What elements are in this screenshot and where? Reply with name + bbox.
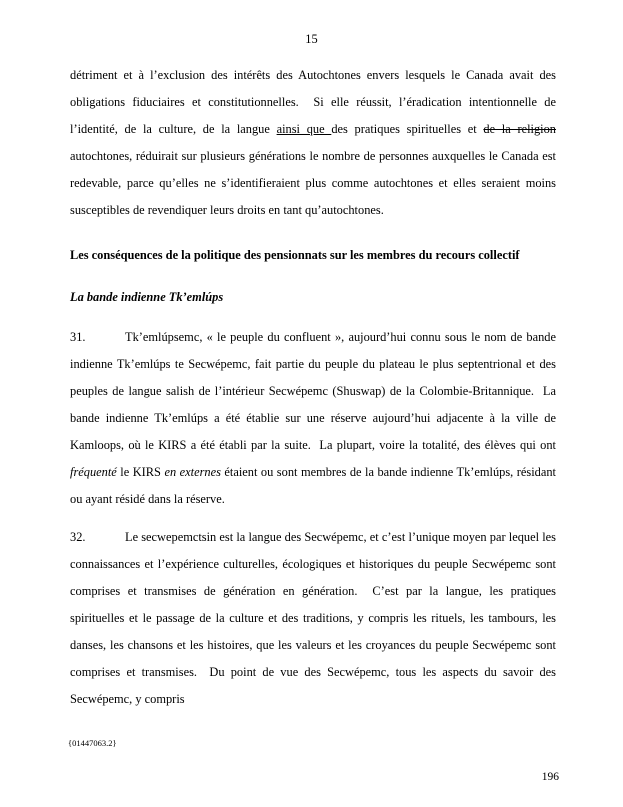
text-segment: en externes — [164, 465, 221, 479]
text-segment: détriment et à l’exclusion des intérêts des Autochtones envers lesquels le Canada avait des obligations fiduciaires et constitutionnelles. Si elle réussit, l’éradication intentionnelle de l’identité, de la culture, de la langue — [70, 68, 556, 136]
text-segment: Tk’emlúpsemc, « le peuple du confluent », aujourd’hui connu sous le nom de bande indienne Tk’emlúps te Secwépemc, fait partie du peuple du plateau le plus septentrional et des peuples de langue salish de l’intérieur Secwépemc (Shuswap) de la Colombie-Britannique. La bande indienne Tk’emlúps a été établie sur une réserve aujourd’hui adjacente à la ville de Kamloops, où le KIRS a été établi par la suite. La plupart, voire la totalité, des élèves qui ont — [70, 330, 556, 452]
text-segment: fréquenté — [70, 465, 117, 479]
text-segment: le KIRS — [116, 465, 165, 479]
section-heading: Les conséquences de la politique des pensionnats sur les membres du recours collectif — [70, 248, 520, 262]
paragraph-32-number: 32. — [70, 530, 86, 544]
inserted-text: ainsi que — [276, 122, 332, 136]
paragraph-31-number: 31. — [70, 330, 86, 344]
text-segment: des pratiques spirituelles et — [331, 122, 484, 136]
subsection-heading: La bande indienne Tk’emlúps — [70, 290, 224, 304]
footer-page-number: 196 — [541, 771, 559, 783]
deleted-text: de la religion — [483, 122, 557, 136]
text-segment: étaient ou sont membres de la bande indienne Tk’emlúps, résidant ou ayant résidé dans la réserve. — [70, 465, 556, 506]
footer-document-number: {01447063.2} — [68, 738, 117, 748]
continuation-paragraph — [70, 62, 556, 224]
paragraph-32-text — [70, 530, 556, 706]
paragraph-32 — [70, 524, 556, 713]
paragraph-31-text — [70, 330, 556, 506]
text-segment: autochtones, réduirait sur plusieurs générations le nombre de personnes auxquelles le Canada est redevable, parce qu’elles ne s’identifieraient plus comme autochtones et elles seraient moins susceptibles de revendiquer leurs droits en tant qu’autochtones. — [70, 149, 556, 217]
paragraph-31 — [70, 324, 556, 513]
header-page-number: 15 — [305, 32, 318, 46]
document-body — [70, 62, 556, 713]
text-segment: Le secwepemctsin est la langue des Secwépemc, et c’est l’unique moyen par lequel les connaissances et l’expérience culturelles, écologiques et historiques du peuple Secwépemc sont comprises et transmises de génération en génération. C’est par la langue, les pratiques spirituelles et le passage de la culture et des traditions, y compris les rituels, les tambours, les danses, les chansons et les histoires, que les valeurs et les croyances du peuple Secwépemc sont comprises et transmises. Du point de vue des Secwépemc, tous les aspects du savoir des Secwépemc, y compris — [70, 530, 556, 706]
